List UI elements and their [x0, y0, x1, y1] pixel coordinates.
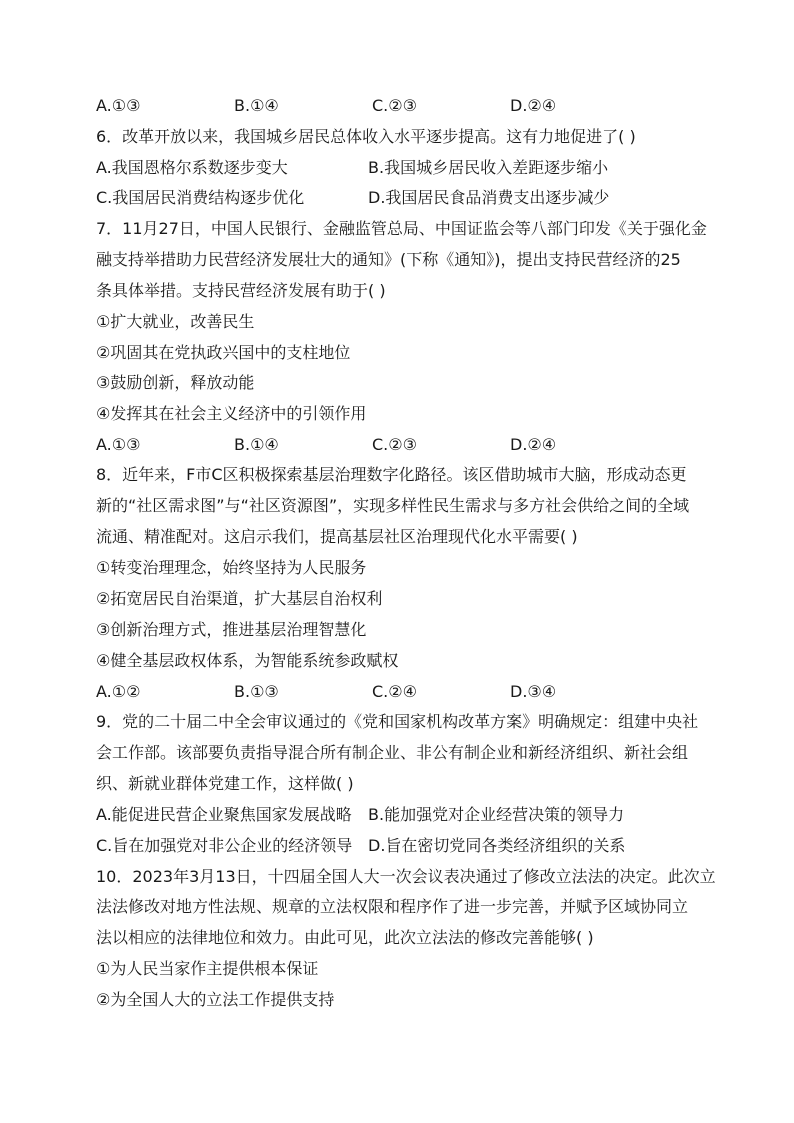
q7-item-1: ①扩大就业，改善民生: [96, 312, 255, 331]
q8-option-d[interactable]: D.③④: [510, 682, 557, 701]
q9-stem-line: 织、新就业群体党建工作，这样做( ): [96, 774, 354, 793]
q8-option-c[interactable]: C.②④: [372, 682, 417, 701]
q9-option-c[interactable]: C.旨在加强党对非公企业的经济领导: [96, 836, 353, 855]
q8-options: [96, 681, 706, 703]
q7-item-3: ③鼓励创新，释放动能: [96, 373, 255, 392]
q9-options-row2: [96, 835, 706, 857]
q7-option-c[interactable]: C.②③: [372, 435, 417, 454]
q10-stem-line: 10．2023年3月13日，十四届全国人大一次会议表决通过了修改立法法的决定。此次立: [96, 867, 716, 886]
q7-item-2: ②巩固其在党执政兴国中的支柱地位: [96, 343, 351, 362]
q8-option-b[interactable]: B.①③: [234, 682, 279, 701]
q6-stem: 6．改革开放以来，我国城乡居民总体收入水平逐步提高。这有力地促进了( ): [96, 127, 636, 146]
q10-stem-line: 法以相应的法律地位和效力。由此可见，此次立法法的修改完善能够( ): [96, 928, 594, 947]
q9-stem-line: 9．党的二十届二中全会审议通过的《党和国家机构改革方案》明确规定：组建中央社: [96, 712, 699, 731]
q6-option-b[interactable]: B.我国城乡居民收入差距逐步缩小: [368, 158, 609, 177]
q7-options: [96, 434, 706, 456]
q6-options-row1: [96, 157, 706, 179]
q9-stem-line: 会工作部。该部要负责指导混合所有制企业、非公有制企业和新经济组织、新社会组: [96, 743, 689, 762]
q7-option-b[interactable]: B.①④: [234, 435, 279, 454]
q5-option-d[interactable]: D.②④: [510, 96, 557, 115]
q5-option-b[interactable]: B.①④: [234, 96, 279, 115]
q7-stem-line: 条具体举措。支持民营经济发展有助于( ): [96, 281, 386, 300]
q5-option-c[interactable]: C.②③: [372, 96, 417, 115]
q9-option-a[interactable]: A.能促进民营企业聚焦国家发展战略: [96, 805, 352, 824]
q6-options-row2: [96, 187, 706, 209]
q9-option-b[interactable]: B.能加强党对企业经营决策的领导力: [368, 805, 625, 824]
q7-option-d[interactable]: D.②④: [510, 435, 557, 454]
q7-stem-line: 7．11月27日，中国人民银行、金融监管总局、中国证监会等八部门印发《关于强化金: [96, 219, 707, 238]
q8-option-a[interactable]: A.①②: [96, 682, 141, 701]
q8-stem-line: 新的“社区需求图”与“社区资源图”，实现多样性民生需求与多方社会供给之间的全域: [96, 496, 690, 515]
q10-item-2: ②为全国人大的立法工作提供支持: [96, 990, 335, 1009]
q9-options-row1: [96, 804, 706, 826]
q8-item-2: ②拓宽居民自治渠道，扩大基层自治权利: [96, 589, 383, 608]
q8-stem-line: 流通、精准配对。这启示我们，提高基层社区治理现代化水平需要( ): [96, 527, 578, 546]
q8-item-3: ③创新治理方式，推进基层治理智慧化: [96, 620, 367, 639]
q10-item-1: ①为人民当家作主提供根本保证: [96, 959, 319, 978]
q8-item-4: ④健全基层政权体系，为智能系统参政赋权: [96, 651, 399, 670]
q6-option-a[interactable]: A.我国恩格尔系数逐步变大: [96, 158, 288, 177]
q8-item-1: ①转变治理理念，始终坚持为人民服务: [96, 558, 367, 577]
q7-stem-line: 融支持举措助力民营经济发展壮大的通知》(下称《通知》)，提出支持民营经济的25: [96, 250, 681, 269]
q7-option-a[interactable]: A.①③: [96, 435, 141, 454]
q5-option-a[interactable]: A.①③: [96, 96, 141, 115]
q9-option-d[interactable]: D.旨在密切党同各类经济组织的关系: [368, 836, 626, 855]
q8-stem-line: 8．近年来，F市C区积极探索基层治理数字化路径。该区借助城市大脑，形成动态更: [96, 465, 687, 484]
q7-item-4: ④发挥其在社会主义经济中的引领作用: [96, 404, 367, 423]
q5-options: [96, 95, 706, 117]
q6-option-d[interactable]: D.我国居民食品消费支出逐步减少: [368, 188, 610, 207]
q10-stem-line: 法法修改对地方性法规、规章的立法权限和程序作了进一步完善，并赋予区域协同立: [96, 897, 689, 916]
q6-option-c[interactable]: C.我国居民消费结构逐步优化: [96, 188, 305, 207]
